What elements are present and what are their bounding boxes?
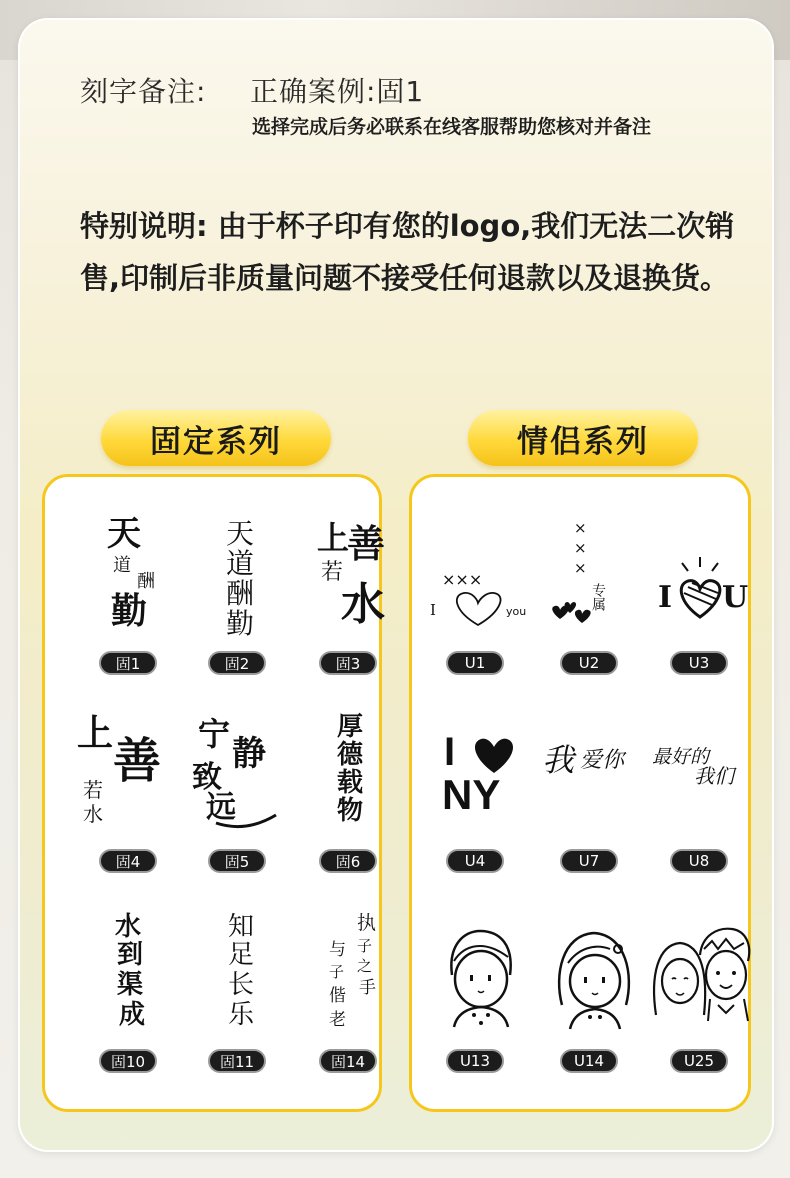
fixed-series-title: 固定系列: [101, 410, 331, 466]
art-char: 知: [228, 912, 255, 942]
engrave-note-label: 刻字备注:: [80, 75, 207, 108]
design-option[interactable]: [77, 705, 189, 875]
calligraphy-art: [77, 705, 189, 845]
design-option[interactable]: [538, 905, 650, 1075]
svg-text:×: ×: [574, 559, 587, 577]
art-char: 酬: [226, 577, 255, 610]
design-code-badge: 固5: [208, 849, 266, 873]
special-notice: 特别说明: 由于杯子印有您的logo,我们无法二次销售,印制后非质量问题不接受任何退款以及退换货。: [80, 209, 735, 295]
art-char: 子: [357, 937, 373, 955]
design-code-badge: 固6: [319, 849, 377, 873]
art-char: 上: [317, 519, 350, 557]
art-char: 勤: [226, 607, 255, 640]
design-option[interactable]: [77, 507, 189, 677]
design-code-badge: 固2: [208, 651, 266, 675]
art-char: 远: [206, 790, 236, 825]
art-char: 足: [228, 940, 255, 970]
svg-text:×: ×: [574, 539, 587, 557]
art-char: 子: [329, 963, 345, 981]
art-char: 致: [192, 760, 222, 795]
line-art: [538, 705, 650, 845]
heart-icon: [457, 593, 501, 625]
calligraphy-art: [186, 705, 298, 845]
design-option[interactable]: [424, 507, 536, 677]
art-char: 若: [321, 560, 344, 585]
design-option[interactable]: [77, 905, 189, 1075]
design-option[interactable]: [297, 507, 409, 677]
art-text: U: [722, 580, 749, 615]
calligraphy-art: [186, 507, 298, 647]
design-code-badge: U2: [560, 651, 618, 675]
calligraphy-art: [297, 507, 409, 647]
design-option[interactable]: [538, 507, 650, 677]
art-text: I: [658, 580, 673, 615]
design-code-badge: 固1: [99, 651, 157, 675]
design-option[interactable]: [538, 705, 650, 875]
design-option[interactable]: [297, 705, 409, 875]
art-char: 善: [113, 733, 162, 789]
engrave-note-example: 正确案例:固1: [250, 75, 425, 108]
art-char: 天: [226, 517, 255, 550]
calligraphy-art: [186, 905, 298, 1045]
art-text: 我: [542, 741, 575, 779]
design-code-badge: U25: [670, 1049, 728, 1073]
design-code-badge: U3: [670, 651, 728, 675]
art-char: 成: [119, 1000, 146, 1030]
design-option[interactable]: [648, 905, 760, 1075]
art-char: 执: [357, 912, 377, 934]
art-text: 爱你: [580, 748, 625, 773]
art-char: 渠: [117, 970, 144, 1000]
design-code-badge: 固14: [319, 1049, 377, 1073]
calligraphy-art: [297, 905, 409, 1045]
art-char: 德: [337, 740, 364, 770]
art-char: 之: [357, 957, 373, 975]
art-char: 厚: [337, 712, 364, 742]
art-text: I: [444, 730, 456, 774]
line-art: [424, 507, 536, 647]
design-option[interactable]: [186, 507, 298, 677]
art-char: 物: [337, 796, 364, 826]
design-code-badge: U8: [670, 849, 728, 873]
design-code-badge: U7: [560, 849, 618, 873]
art-text: NY: [442, 771, 501, 818]
design-option[interactable]: [186, 705, 298, 875]
art-char: 若: [83, 778, 103, 802]
engrave-note-help: 选择完成后务必联系在线客服帮助您核对并备注: [252, 116, 652, 138]
art-text: ×××: [442, 570, 483, 589]
design-option[interactable]: [648, 507, 760, 677]
svg-text:×: ×: [574, 519, 587, 537]
line-art: [648, 705, 760, 845]
art-char: 勤: [111, 590, 148, 632]
art-text: I: [430, 601, 436, 619]
line-art: [648, 507, 760, 647]
design-code-badge: 固10: [99, 1049, 157, 1073]
calligraphy-art: [77, 905, 189, 1045]
art-text: you: [506, 605, 527, 618]
heart-icon: [575, 610, 591, 623]
design-option[interactable]: [297, 905, 409, 1075]
design-code-badge: U1: [446, 651, 504, 675]
line-art: [424, 705, 536, 845]
art-char: 与: [329, 940, 346, 960]
art-text: 专属: [590, 583, 606, 611]
art-char: 老: [329, 1010, 346, 1030]
art-char: 水: [115, 912, 142, 942]
fixed-series-panel: [42, 474, 386, 1112]
design-code-badge: U4: [446, 849, 504, 873]
design-option[interactable]: [648, 705, 760, 875]
calligraphy-art: [297, 705, 409, 845]
art-char: 静: [232, 734, 266, 774]
art-char: 水: [83, 802, 103, 826]
boy-cartoon-icon: [424, 905, 536, 1045]
art-char: 水: [341, 579, 385, 630]
art-char: 酬: [137, 571, 155, 592]
art-char: 善: [347, 521, 386, 566]
design-code-badge: 固4: [99, 849, 157, 873]
art-char: 载: [337, 768, 364, 798]
design-option[interactable]: [424, 905, 536, 1075]
art-char: 手: [359, 978, 376, 998]
design-code-badge: U13: [446, 1049, 504, 1073]
design-option[interactable]: [424, 705, 536, 875]
art-char: 宁: [198, 715, 231, 753]
art-char: 道: [113, 555, 131, 576]
line-art: [538, 507, 650, 647]
girl-cartoon-icon: [538, 905, 650, 1045]
heart-icon: [475, 739, 513, 773]
design-code-badge: 固3: [319, 651, 377, 675]
art-text: 我们: [694, 764, 734, 788]
art-char: 到: [117, 940, 144, 970]
design-code-badge: U14: [560, 1049, 618, 1073]
art-char: 长: [228, 970, 255, 1000]
calligraphy-art: [77, 507, 189, 647]
art-text: 最好的: [652, 746, 710, 768]
couple-series-title: 情侣系列: [468, 410, 698, 466]
art-char: 上: [77, 712, 114, 754]
art-char: 乐: [228, 1000, 255, 1030]
art-char: 天: [107, 514, 141, 554]
couple-cartoon-icon: [648, 905, 760, 1045]
design-option[interactable]: [186, 905, 298, 1075]
art-char: 偕: [329, 986, 346, 1006]
design-code-badge: 固11: [208, 1049, 266, 1073]
art-char: 道: [226, 547, 255, 580]
couple-series-panel: [409, 474, 751, 1112]
